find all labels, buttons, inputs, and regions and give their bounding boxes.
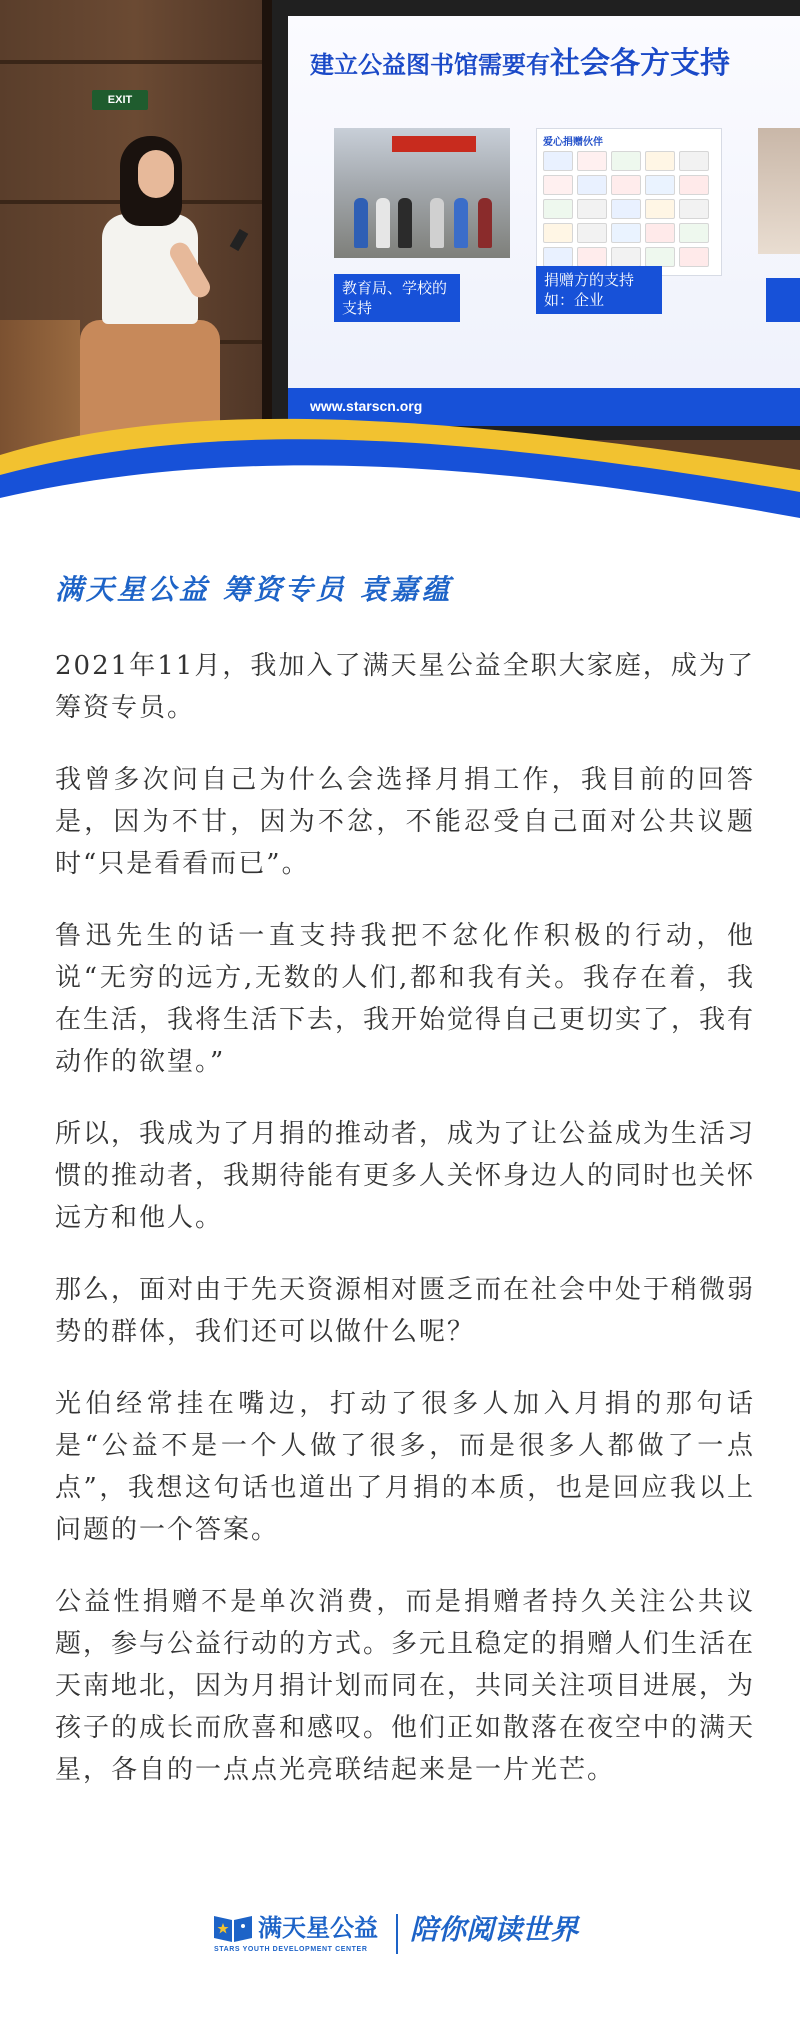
exit-sign: EXIT: [92, 90, 148, 110]
logo-grid: [543, 151, 717, 267]
event-banner: [392, 136, 476, 152]
paragraph: 公益性捐赠不是单次消费，而是捐赠者持久关注公共议题，参与公益行动的方式。多元且稳定的捐赠人们生活在天南地北，因为月捐计划而同在，共同关注项目进展，为孩子的成长而欣喜和感叹。他们正如散落在夜空中的满天星，各自的一点点光亮联结起来是一片光芒。: [55, 1587, 756, 1785]
slide-event-photo: [334, 128, 510, 258]
slide-right-photo: [758, 128, 800, 254]
article-title: 满天星公益 筹资专员 袁嘉蕴: [55, 573, 453, 606]
brand-slogan: 陪你阅读世界: [410, 1913, 579, 1946]
logo-wall-title: 爱心捐赠伙伴: [543, 137, 603, 148]
brand-subtitle: STARS YOUTH DEVELOPMENT CENTER: [214, 1946, 368, 1953]
book-star-icon: [212, 1912, 254, 1944]
paragraph: 我曾多次问自己为什么会选择月捐工作，我目前的回答是，因为不甘，因为不忿，不能忍受自己面对公共议题时“只是看看而已”。: [55, 765, 755, 879]
footer-brand: [0, 1900, 800, 1960]
paragraph: 鲁迅先生的话一直支持我把不忿化作积极的行动，他说“无穷的远方,无数的人们,都和我有关。我存在着，我在生活，我将生活下去，我开始觉得自己更切实了，我有动作的欲望。”: [55, 921, 756, 1077]
slide-title-lead: 建立公益图书馆需要有: [310, 51, 550, 79]
slide-title: [310, 38, 730, 82]
slide-title-emphasis: 社会各方支持: [550, 46, 730, 81]
paragraph: 光伯经常挂在嘴边，打动了很多人加入月捐的那句话是“公益不是一个人做了很多，而是很多人都做了一点点”，我想这句话也道出了月捐的本质，也是回应我以上问题的一个答案。: [55, 1389, 755, 1545]
brand-name: 满天星公益: [258, 1914, 378, 1942]
projected-slide: [288, 16, 800, 426]
donor-logo-wall: [536, 128, 722, 276]
hero-photo: [0, 0, 800, 520]
wave-divider: [0, 400, 800, 520]
slide-right-caption: [766, 278, 800, 322]
caption-education: 教育局、学校的支持: [334, 274, 460, 322]
footer-divider: [396, 1914, 398, 1954]
article-body: [55, 645, 755, 1821]
paragraph: 2021年11月，我加入了满天星公益全职大家庭，成为了筹资专员。: [55, 651, 755, 723]
paragraph: 所以，我成为了月捐的推动者，成为了让公益成为生活习惯的推动者，我期待能有更多人关怀身边人的同时也关怀远方和他人。: [55, 1119, 756, 1233]
slide-url: www.starscn.org: [310, 398, 423, 414]
paragraph: 那么，面对由于先天资源相对匮乏而在社会中处于稍微弱势的群体，我们还可以做什么呢？: [55, 1275, 756, 1347]
caption-donors: 捐赠方的支持 如：企业: [536, 266, 662, 314]
